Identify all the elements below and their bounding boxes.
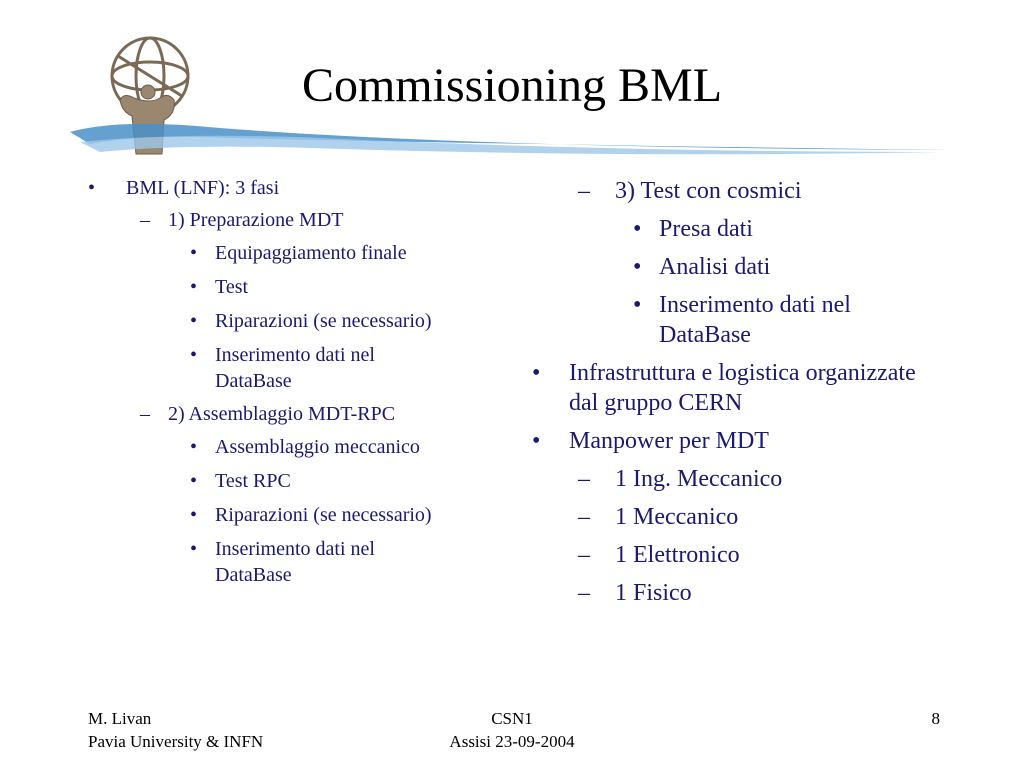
sub-item — [532, 464, 992, 494]
bullet-item — [532, 426, 992, 456]
footer-author: M. Livan — [88, 709, 152, 728]
list-item-text: Inserimento dati nel DataBase — [215, 538, 375, 586]
footer-author-block — [88, 707, 263, 753]
sub-item — [532, 176, 992, 206]
slide-title: Commissioning BML — [301, 59, 723, 112]
footer-affiliation: Pavia University & INFN — [88, 732, 264, 751]
dash-marker: – — [140, 209, 150, 231]
sub-item — [532, 540, 992, 570]
sub-item-text: 2) Assemblaggio MDT-RPC — [168, 403, 396, 425]
bullet-marker: • — [190, 538, 198, 560]
bullet-marker: • — [190, 470, 198, 492]
list-item — [88, 434, 518, 460]
footer-event: CSN1 — [491, 709, 533, 728]
bullet-marker: • — [532, 428, 541, 454]
page-number: 8 — [931, 709, 940, 728]
list-item — [88, 536, 425, 588]
sub-item-text: 1) Preparazione MDT — [168, 209, 344, 231]
bullet-marker: • — [190, 344, 198, 366]
list-item — [532, 214, 992, 244]
bullet-marker: • — [633, 216, 642, 242]
bullet-item — [532, 358, 929, 418]
list-item-text: Test RPC — [215, 470, 291, 492]
sub-item-text: 1 Elettronico — [615, 542, 740, 568]
bullet-marker: • — [633, 292, 642, 318]
sub-item-text: 1 Meccanico — [615, 504, 739, 530]
bullet-marker: • — [190, 504, 198, 526]
dash-marker: – — [578, 178, 590, 204]
bullet-marker: • — [190, 436, 198, 458]
list-item — [88, 308, 518, 334]
list-item-text: Equipaggiamento finale — [215, 242, 407, 264]
dash-marker: – — [578, 504, 590, 530]
bullet-marker: • — [190, 276, 198, 298]
sub-item — [532, 578, 992, 608]
sub-item-text: 1 Ing. Meccanico — [615, 466, 783, 492]
right-column — [532, 176, 992, 616]
bullet-marker: • — [633, 254, 642, 280]
list-item-text: Assemblaggio meccanico — [215, 436, 420, 458]
sub-item — [88, 402, 518, 426]
list-item-text: Analisi dati — [659, 254, 771, 280]
bullet-marker: • — [190, 310, 198, 332]
list-item-text: Test — [215, 276, 249, 298]
list-item — [88, 342, 425, 394]
list-item-text: Presa dati — [659, 216, 753, 242]
dash-marker: – — [140, 403, 150, 425]
bullet-text: Infrastruttura e logistica organizzate dal gruppo CERN — [569, 360, 916, 416]
list-item — [532, 290, 909, 350]
list-item — [532, 252, 992, 282]
left-column — [88, 176, 518, 596]
bullet-marker: • — [88, 177, 96, 199]
dash-marker: – — [578, 542, 590, 568]
list-item-text: Riparazioni (se necessario) — [215, 504, 432, 526]
list-item-text: Riparazioni (se necessario) — [215, 310, 432, 332]
sub-item — [88, 208, 518, 232]
footer-event-block — [412, 707, 612, 753]
sub-item-text: 3) Test con cosmici — [615, 178, 802, 204]
sub-item — [532, 502, 992, 532]
sub-item-text: 1 Fisico — [615, 580, 692, 606]
list-item — [88, 240, 518, 266]
bullet-text: Manpower per MDT — [569, 428, 769, 454]
bullet-marker: • — [190, 242, 198, 264]
list-item — [88, 468, 518, 494]
dash-marker: – — [578, 466, 590, 492]
list-item-text: Inserimento dati nel DataBase — [215, 344, 375, 392]
bullet-text: BML (LNF): 3 fasi — [126, 177, 280, 199]
dash-marker: – — [578, 580, 590, 606]
list-item-text: Inserimento dati nel DataBase — [659, 292, 851, 348]
footer-place-date: Assisi 23-09-2004 — [449, 732, 575, 751]
list-item — [88, 502, 518, 528]
bullet-item — [88, 176, 518, 200]
bullet-marker: • — [532, 360, 541, 386]
list-item — [88, 274, 518, 300]
title-swoosh-decoration — [60, 108, 960, 168]
